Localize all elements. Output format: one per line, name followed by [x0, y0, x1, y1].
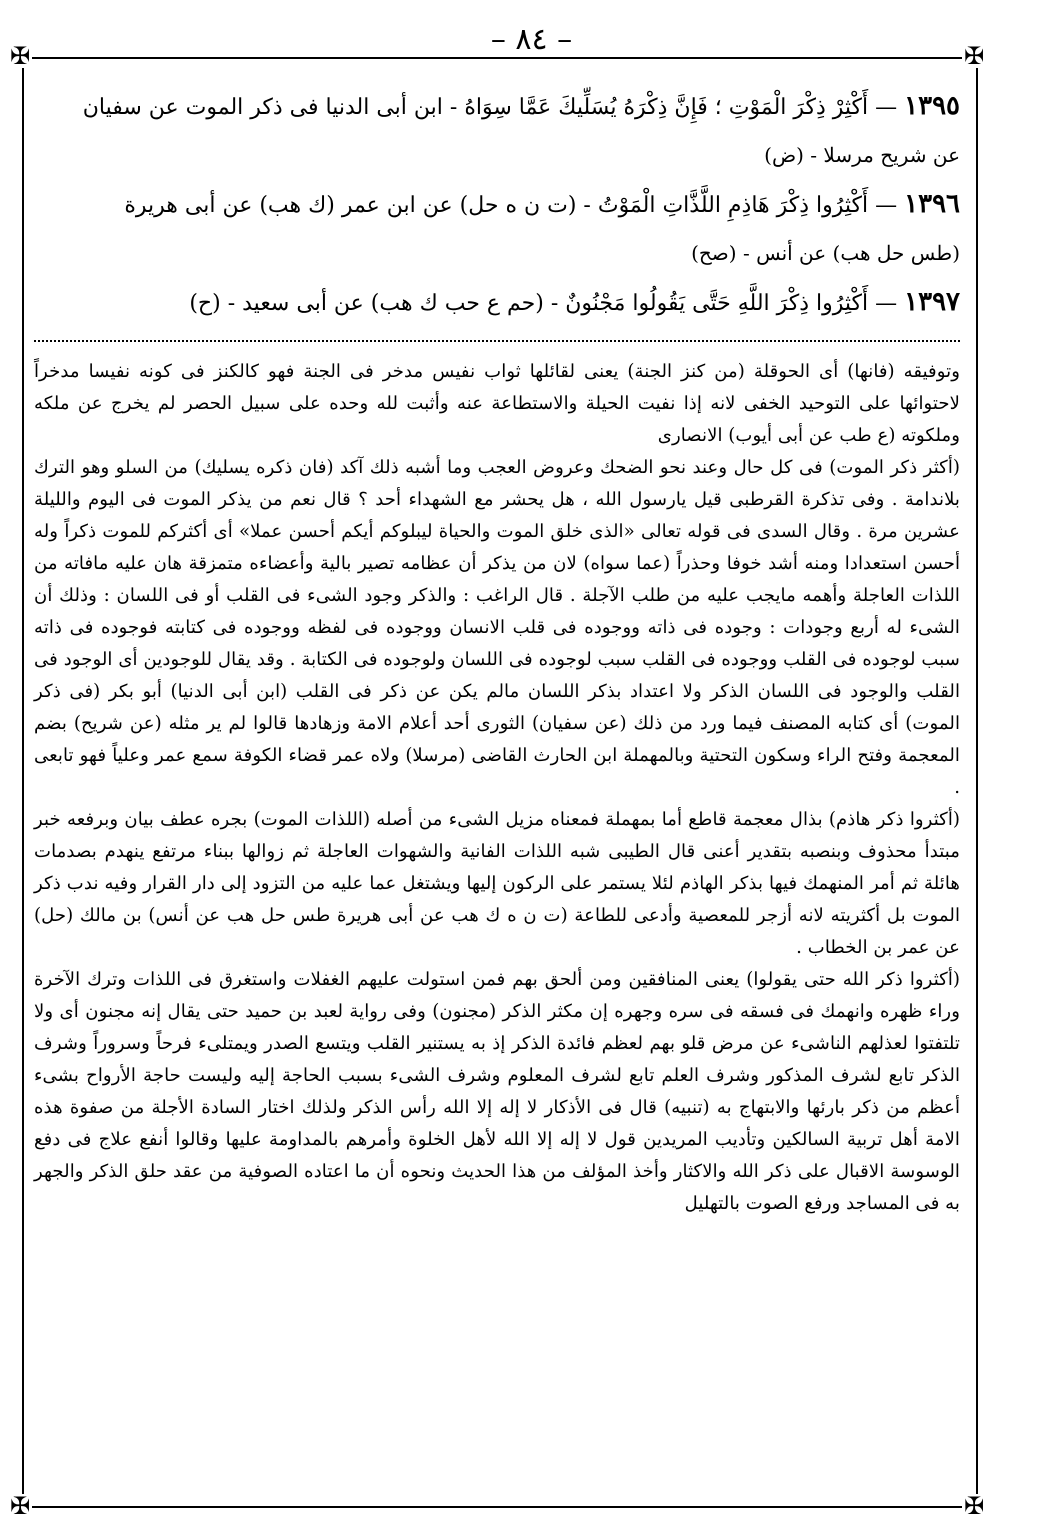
- hadith-number: ١٣٩٥: [904, 91, 960, 121]
- hadith-continuation: (طس حل هب) عن أنس - (صح): [691, 241, 960, 265]
- hadith-number: ١٣٩٦: [904, 189, 960, 219]
- dotted-separator: [34, 340, 960, 342]
- commentary-paragraph: (أكثروا ذكر هاذم) بذال معجمة قاطع أما بمهملة فمعناه مزيل الشىء من أصله (اللذات الموت) بجره عطف بيان وبرفعه خبر مبتدأ محذوف وبنصبه بتقدير أعنى قال الطيبى شبه اللذات الفانية والشهوات العاجلة ثم زوالها ببناء مرتفع ينهدم بصدمات هائلة ثم أمر المنهمك فيها بذكر الهاذم لئلا يستمر على الركون إليها ويشتغل عما عليه من التزود إلى دار القرار وفيه ندب ذكر الموت بل أكثريته لانه أزجر للمعصية وأدعى للطاعة (ت ن ه ك هب عن أبى هريرة طس حل هب عن أنس) بن مالك (حل) عن عمر بن الخطاب .: [34, 809, 960, 958]
- corner-ornament-icon: ✠: [963, 42, 985, 70]
- corner-ornament-icon: ✠: [9, 42, 31, 70]
- hadith-text: — أَكْثِرُوا ذِكْرَ هَاذِمِ اللَّذَّاتِ الْمَوْتُ - (ت ن ه حل) عن ابن عمر (ك هب) عن أبى هريرة: [124, 193, 898, 218]
- hadith-continuation: عن شريح مرسلا - (ض): [764, 143, 960, 167]
- corner-ornament-icon: ✠: [963, 1492, 985, 1520]
- corner-ornament-icon: ✠: [9, 1492, 31, 1520]
- hadith-text: — أَكْثِرُوا ذِكْرَ اللَّهِ حَتَّى يَقُولُوا مَجْنُونٌ - (حم ع حب ك هب) عن أبى سعيد - (ح): [189, 291, 898, 316]
- hadith-entry: [34, 276, 960, 330]
- commentary-paragraph: وتوفيقه (فانها) أى الحوقلة (من كنز الجنة) يعنى لقائلها ثواب نفيس مدخر فى الجنة فهو كالكنز فى كونه نفيسا مدخراً لاحتوائها على التوحيد الخفى لانه إذا نفيت الحيلة والاستطاعة عنه وأثبت لله وحده على سبيل الحصر لم يخرج عن ملكه وملكوته (ع طب عن أبى أيوب) الانصارى: [34, 361, 960, 446]
- hadith-number: ١٣٩٧: [904, 287, 960, 317]
- hadith-entry: [34, 80, 960, 176]
- page-number: – ٨٤ –: [490, 22, 573, 57]
- hadith-text: — أَكْثِرْ ذِكْرَ الْمَوْتِ ؛ فَإِنَّ ذِكْرَهُ يُسَلِّيكَ عَمَّا سِوَاهُ - ابن أبى الدنيا فى ذكر الموت عن سفيان: [82, 95, 898, 120]
- frame-bottom-border: [8, 1506, 986, 1508]
- commentary-paragraph: (أكثروا ذكر الله حتى يقولوا) يعنى المنافقين ومن ألحق بهم فمن استولت عليهم الغفلات واستغرق فى اللذات وترك الآخرة وراء ظهره وانهمك فى فسقه فى سره وجهره إن مكثر الذكر (مجنون) وفى رواية لعبد بن حميد حتى يقال إنه مجنون أى ولا تلتفتوا لعذلهم الناشىء عن مرض قلو بهم لعظم فائدة الذكر إذ به يستنير القلب ويتسع الصدر ويمتلىء فرحاً وسروراً وشرف الذكر تابع لشرف المذكور وشرف العلم تابع لشرف المعلوم وشرف الشىء بسبب الحاجة إليه وليست حاجة الأرواح بشىء أعظم من ذكر بارئها والابتهاج به (تنبيه) قال فى الأذكار لا إله إلا الله رأس الذكر ولذلك اختار السادة الأجلة من صفوة هذه الامة أهل تربية السالكين وتأديب المريدين قول لا إله إلا الله لأهل الخلوة وأمرهم بالمداومة عليها وقالوا أنفع علاج فى دفع الوسوسة الاقبال على ذكر الله والاكثار وأخذ المؤلف من هذا الحديث ونحوه أن ما اعتاده الصوفية من عقد حلق الذكر والجهر به فى المساجد ورفع الصوت بالتهليل: [34, 969, 960, 1214]
- commentary-paragraph: (أكثر ذكر الموت) فى كل حال وعند نحو الضحك وعروض العجب وما أشبه ذلك آكد (فان ذكره يسليك) من السلو وهو الترك بلاندامة . وفى تذكرة القرطبى قيل يارسول الله ، هل يحشر مع الشهداء أحد ؟ قال نعم من يذكر الموت فى اليوم والليلة عشرين مرة . وقال السدى فى قوله تعالى «الذى خلق الموت والحياة ليبلوكم أيكم أحسن عملا» أى أكثركم للموت ذكراً وله أحسن استعدادا ومنه أشد خوفا وحذراً (عما سواه) لان من يذكر أن عظامه تصير بالية وأعضاءه متمزقة هان عليه مافاته من اللذات العاجلة وأهمه مايجب عليه من طلب الآجلة . قال الراغب : والذكر وجود الشىء فى القلب أو فى اللسان : وذلك أن الشىء له أربع وجودات : وجوده فى ذاته ووجوده فى قلب الانسان ووجوده فى لفظه ووجوده فى كتابته فوجوده فى ذاته سبب لوجوده فى القلب ووجوده فى القلب سبب لوجوده فى اللسان ولوجوده فى الكتابة . وقد يقال للوجودين أى الوجود فى القلب والوجود فى اللسان الذكر ولا اعتداد بذكر اللسان مالم يكن عن ذكر فى القلب (ابن أبى الدنيا) أبو بكر (فى ذكر الموت) أى كتابه المصنف فيما ورد من ذلك (عن سفيان) الثورى أحد أعلام الامة وزهادها قالوا لم ير مثله (عن شريح) بضم المعجمة وفتح الراء وسكون التحتية وبالمهملة ابن الحارث القاضى (مرسلا) ولاه عمر قضاء الكوفة سمع عمر وعلياً فهو تابعى .: [34, 457, 960, 798]
- commentary: [34, 356, 960, 1220]
- page-content: [34, 80, 960, 1220]
- hadith-entry: [34, 178, 960, 274]
